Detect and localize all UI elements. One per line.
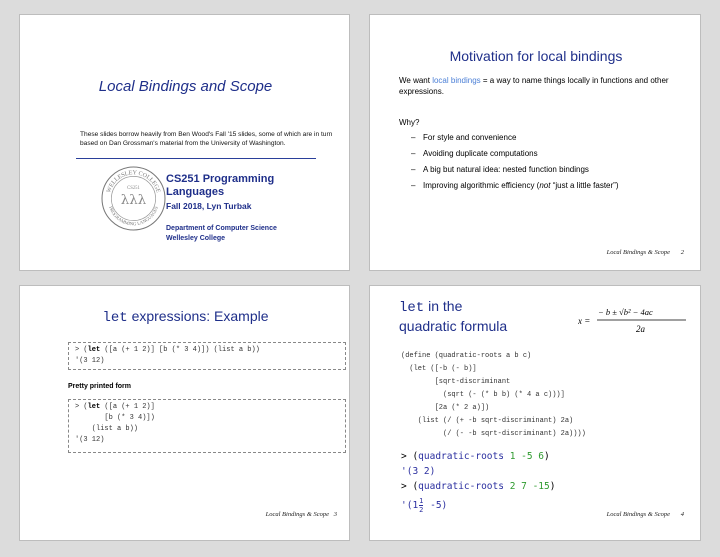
code-block: (define (quadratic-roots a b c) (let ([-b (- b)] [sqrt-discriminant (sqrt (- (* b b) (* 4 a c)))] [2a (* 2 a)]) (list (/ (+ -b sqrt-discriminant) 2a) (/ (- -b sqrt-discriminant) 2a)))) xyxy=(401,352,586,438)
department: Department of Computer Science Wellesley College xyxy=(166,225,277,242)
reason-list xyxy=(411,133,618,197)
course-title: CS251 Programming Languages xyxy=(166,173,275,198)
highlight-term: local bindings xyxy=(432,76,481,85)
divider xyxy=(76,158,316,159)
why-heading: Why? xyxy=(399,118,420,127)
seal-top-text: WELLESLEY COLLEGE xyxy=(106,170,161,194)
slide-title: let in the quadratic formula xyxy=(399,298,508,334)
page-number: 2 xyxy=(680,249,684,256)
repl-output xyxy=(401,449,555,514)
slide-footer: Local Bindings & Scope xyxy=(606,511,670,518)
formula-denominator: 2a xyxy=(636,324,645,334)
slide-3 xyxy=(19,285,350,541)
slide-1 xyxy=(19,14,350,271)
intro-text: We want local bindings = a way to name things locally in functions and other expressions. xyxy=(399,76,669,96)
formula-lhs: x = xyxy=(578,316,591,326)
formula-numerator: − b ± √b² − 4ac xyxy=(598,307,653,317)
code-example-box: > (let ([a (+ 1 2)] [b (* 3 4)]) (list a b)) '(3 12) xyxy=(68,342,346,370)
seal-left-text: CS251 xyxy=(127,186,140,192)
slide-title: let expressions: Example xyxy=(102,308,269,326)
slide-footer: Local Bindings & Scope xyxy=(265,511,329,518)
seal-lambda: λλλ xyxy=(120,192,147,208)
list-item: – For style and convenience xyxy=(411,133,517,142)
slide-footer: Local Bindings & Scope xyxy=(606,249,670,256)
slide-title: Motivation for local bindings xyxy=(449,48,623,64)
quadratic-formula xyxy=(578,302,698,340)
repl-line: > (quadratic-roots 1 -5 6) xyxy=(401,451,550,462)
repl-result: '(1 $\frac{1}{2}$ -5) xyxy=(401,497,448,514)
repl-line: > (quadratic-roots 2 7 -15) xyxy=(401,481,556,492)
seal-bottom-text: PROGRAMMING LANGUAGES xyxy=(107,205,160,228)
repl-result: '(3 2) xyxy=(401,466,436,477)
slide-2 xyxy=(369,14,701,271)
page-number: 4 xyxy=(680,511,684,518)
page-number: 3 xyxy=(333,511,337,518)
pretty-printed-label: Pretty printed form xyxy=(68,383,132,390)
list-item: – A big but natural idea: nested function bindings xyxy=(411,165,589,174)
list-item: – Avoiding duplicate computations xyxy=(411,149,538,158)
slide-4 xyxy=(369,285,701,541)
list-item: – Improving algorithmic efficiency (not “just a little faster”) xyxy=(411,181,619,190)
college-seal-logo xyxy=(100,165,167,232)
term-instructor: Fall 2018, Lyn Turbak xyxy=(166,201,252,211)
slide-title: Local Bindings and Scope xyxy=(98,78,273,95)
fraction: $\frac{1}{2}$ xyxy=(419,497,424,514)
pretty-code-box: > (let ([a (+ 1 2)] [b (* 3 4)]) (list a b)) '(3 12) xyxy=(68,399,346,453)
attribution-note: These slides borrow heavily from Ben Wood's Fall '15 slides, some of which are in turn based on Dan Grossman's material from the University of Washington. xyxy=(80,131,333,147)
